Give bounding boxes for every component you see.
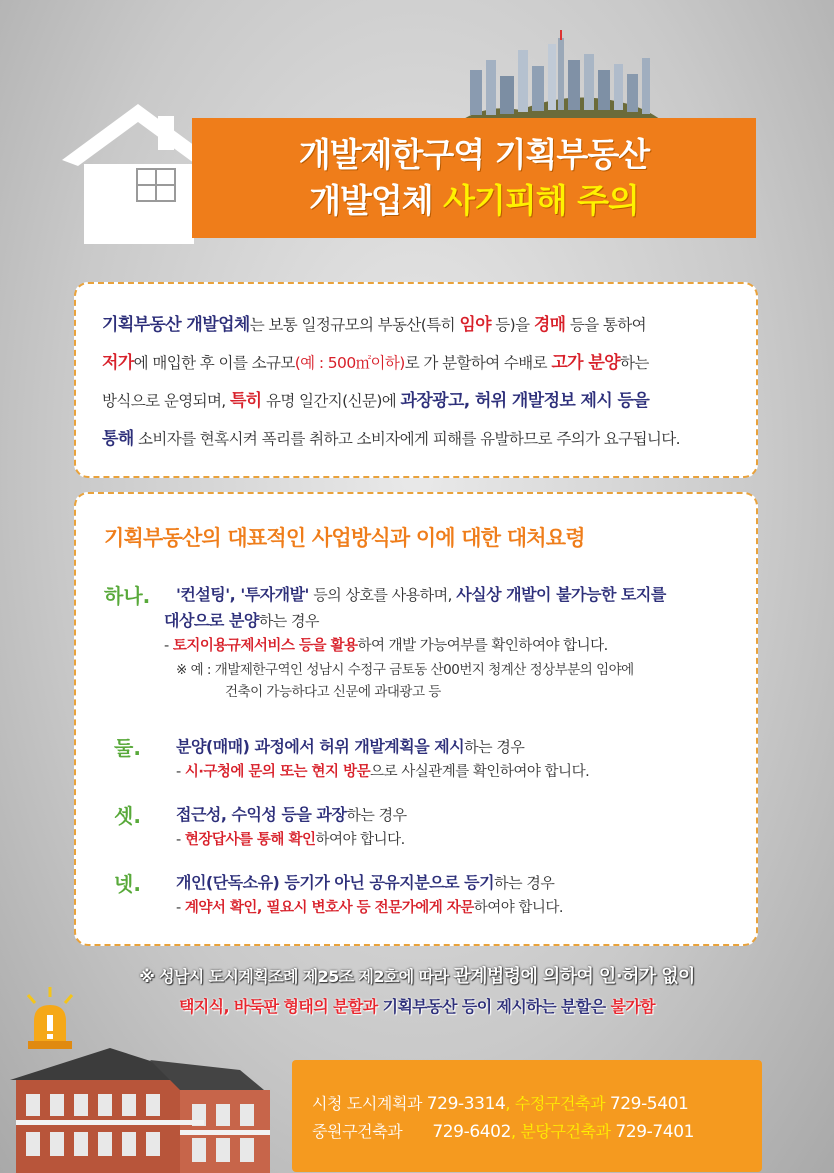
item-marker: 둘. bbox=[114, 736, 141, 760]
methods-heading: 기획부동산의 대표적인 사업방식과 이에 대한 대처요령 bbox=[104, 526, 585, 550]
building-illustration bbox=[0, 1040, 280, 1173]
contact-row-2: 중원구건축과 729-6402, 분당구건축과 729-7401 bbox=[312, 1122, 695, 1142]
title-line-1: 개발제한구역 기획부동산 bbox=[298, 135, 650, 174]
item-marker: 셋. bbox=[114, 804, 141, 828]
intro-line-3: 방식으로 운영되며, 특히 유명 일간지(신문)에 과장광고, 허위 개발정보 제시 등을 bbox=[102, 391, 650, 411]
intro-box bbox=[74, 282, 758, 478]
title-line-2: 개발업체 사기피해 주의 bbox=[309, 181, 639, 220]
contact-box bbox=[292, 1060, 762, 1172]
item-marker: 하나. bbox=[104, 584, 151, 608]
methods-box: 기획부동산의 대표적인 사업방식과 이에 대한 대처요령 하나. '컨설팅', '투자개발' 등의 상호를 사용하며, 사실상 개발이 불가능한 토지를 대상으로 분양하는 경우 - 토지이용규제서비스 등을 활용하여 개발 가능여부를 확인하여야 합니다. ※ 예 : 개발제한구역인 성남시 수정구 금토동 산00번지 청계산 정상부분의 임야에 건축이 가능하다고 신문에 과대광고 등 둘. 분양(매매) 과정에서 허위 개발계획을 제시하는 경우 - 시·구청에 문의 또는 현지 방문으로 사실관계를 확인하여야 합니다. 셋. 접근성, 수익성 등을 과장하는 경우 - 현장답사를 통해 확인하여야 합니다. 넷. 개인(단독소유) 등기가 아닌 공유지분으로 등기하는 경우 - 계약서 확인, 필요시 변호사 등 전문가에게 자문하여야 합니다. bbox=[74, 492, 758, 946]
intro-line-2: 저가에 매입한 후 이를 소규모(예 : 500㎡이하)로 가 분할하여 수배로 고가 분양하는 bbox=[102, 353, 649, 373]
intro-line-1: 기획부동산 개발업체는 보통 일정규모의 부동산(특히 임야 등)을 경매 등을 통하여 bbox=[102, 315, 647, 335]
intro-line-4: 통해 소비자를 현혹시켜 폭리를 취하고 소비자에게 피해를 유발하므로 주의가 요구됩니다. bbox=[102, 429, 680, 449]
title-banner bbox=[192, 118, 756, 238]
title-highlight: 사기피해 주의 bbox=[443, 181, 639, 220]
item-marker: 넷. bbox=[114, 872, 141, 896]
ordinance-note: ※ 성남시 도시계획조례 제25조 제2호에 따라 관계법령에 의하여 인·허가 없이 bbox=[139, 966, 695, 987]
contact-row-1: 시청 도시계획과 729-3314, 수정구건축과 729-5401 bbox=[312, 1094, 689, 1114]
prohibition-note: 택지식, 바둑판 형태의 분할과 기획부동산 등이 제시하는 분할은 불가함 bbox=[178, 997, 656, 1016]
